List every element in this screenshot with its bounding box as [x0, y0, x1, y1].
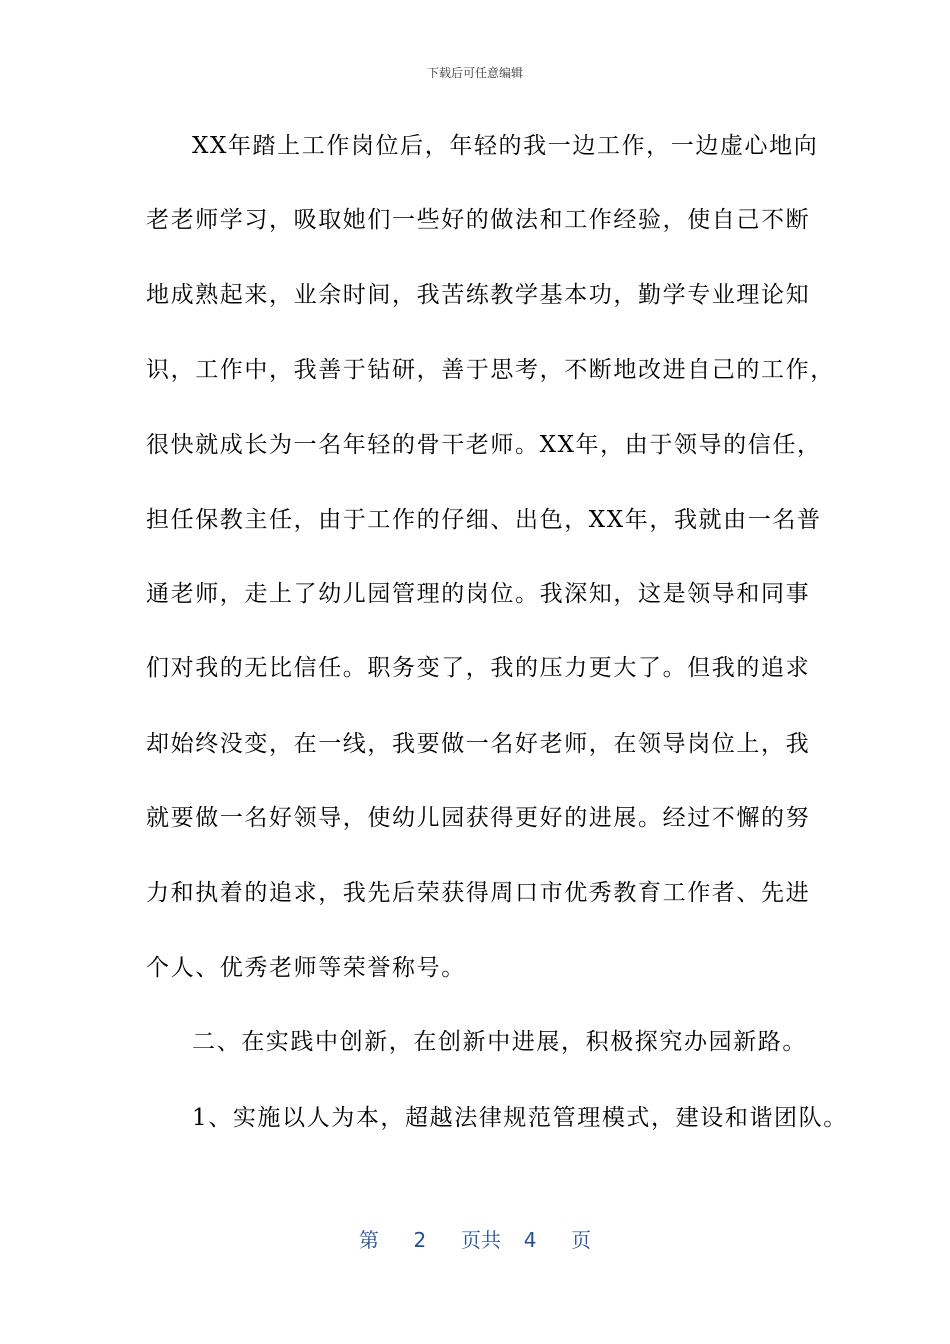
paragraph-line: 通老师，走上了幼儿园管理的岗位。我深知，这是领导和同事 [146, 581, 811, 607]
paragraph-line: 就要做一名好领导，使幼儿园获得更好的进展。经过不懈的努 [146, 805, 811, 831]
paragraph-line: 地成熟起来，业余时间，我苦练教学基本功，勤学专业理论知 [146, 282, 811, 308]
paragraph-line: 们对我的无比信任。职务变了，我的压力更大了。但我的追求 [146, 655, 811, 681]
subsection-heading: 1、实施以人为本，超越法律规范管理模式，建设和谐团队。 [192, 1105, 848, 1131]
footer-di: 第 [358, 1228, 379, 1252]
paragraph-line: 担任保教主任，由于工作的仔细、出色，XX年，我就由一名普 [146, 507, 822, 533]
page-header-note: 下载后可任意编辑 [426, 66, 523, 80]
paragraph-line: 很快就成长为一名年轻的骨干老师。XX年，由于领导的信任， [146, 432, 822, 458]
paragraph-line: 却始终没变，在一线，我要做一名好老师，在领导岗位上，我 [146, 731, 811, 757]
paragraph-line: 老老师学习，吸取她们一些好的做法和工作经验，使自己不断 [146, 207, 811, 233]
paragraph-line: 个人、优秀老师等荣誉称号。 [146, 955, 466, 981]
paragraph-line: 力和执着的追求，我先后荣获得周口市优秀教育工作者、先进 [146, 880, 811, 906]
footer-ye-gong: 页共 [461, 1228, 501, 1252]
paragraph-line: 识，工作中，我善于钻研，善于思考，不断地改进自己的工作， [146, 357, 835, 383]
footer-page-number: 2 [413, 1228, 427, 1252]
footer-total-pages: 4 [523, 1228, 537, 1252]
page-footer [0, 1226, 950, 1254]
paragraph-line: XX年踏上工作岗位后，年轻的我一边工作，一边虚心地向 [192, 133, 819, 159]
footer-ye: 页 [571, 1228, 592, 1252]
section-heading: 二、在实践中创新，在创新中进展，积极探究办园新路。 [192, 1029, 807, 1055]
